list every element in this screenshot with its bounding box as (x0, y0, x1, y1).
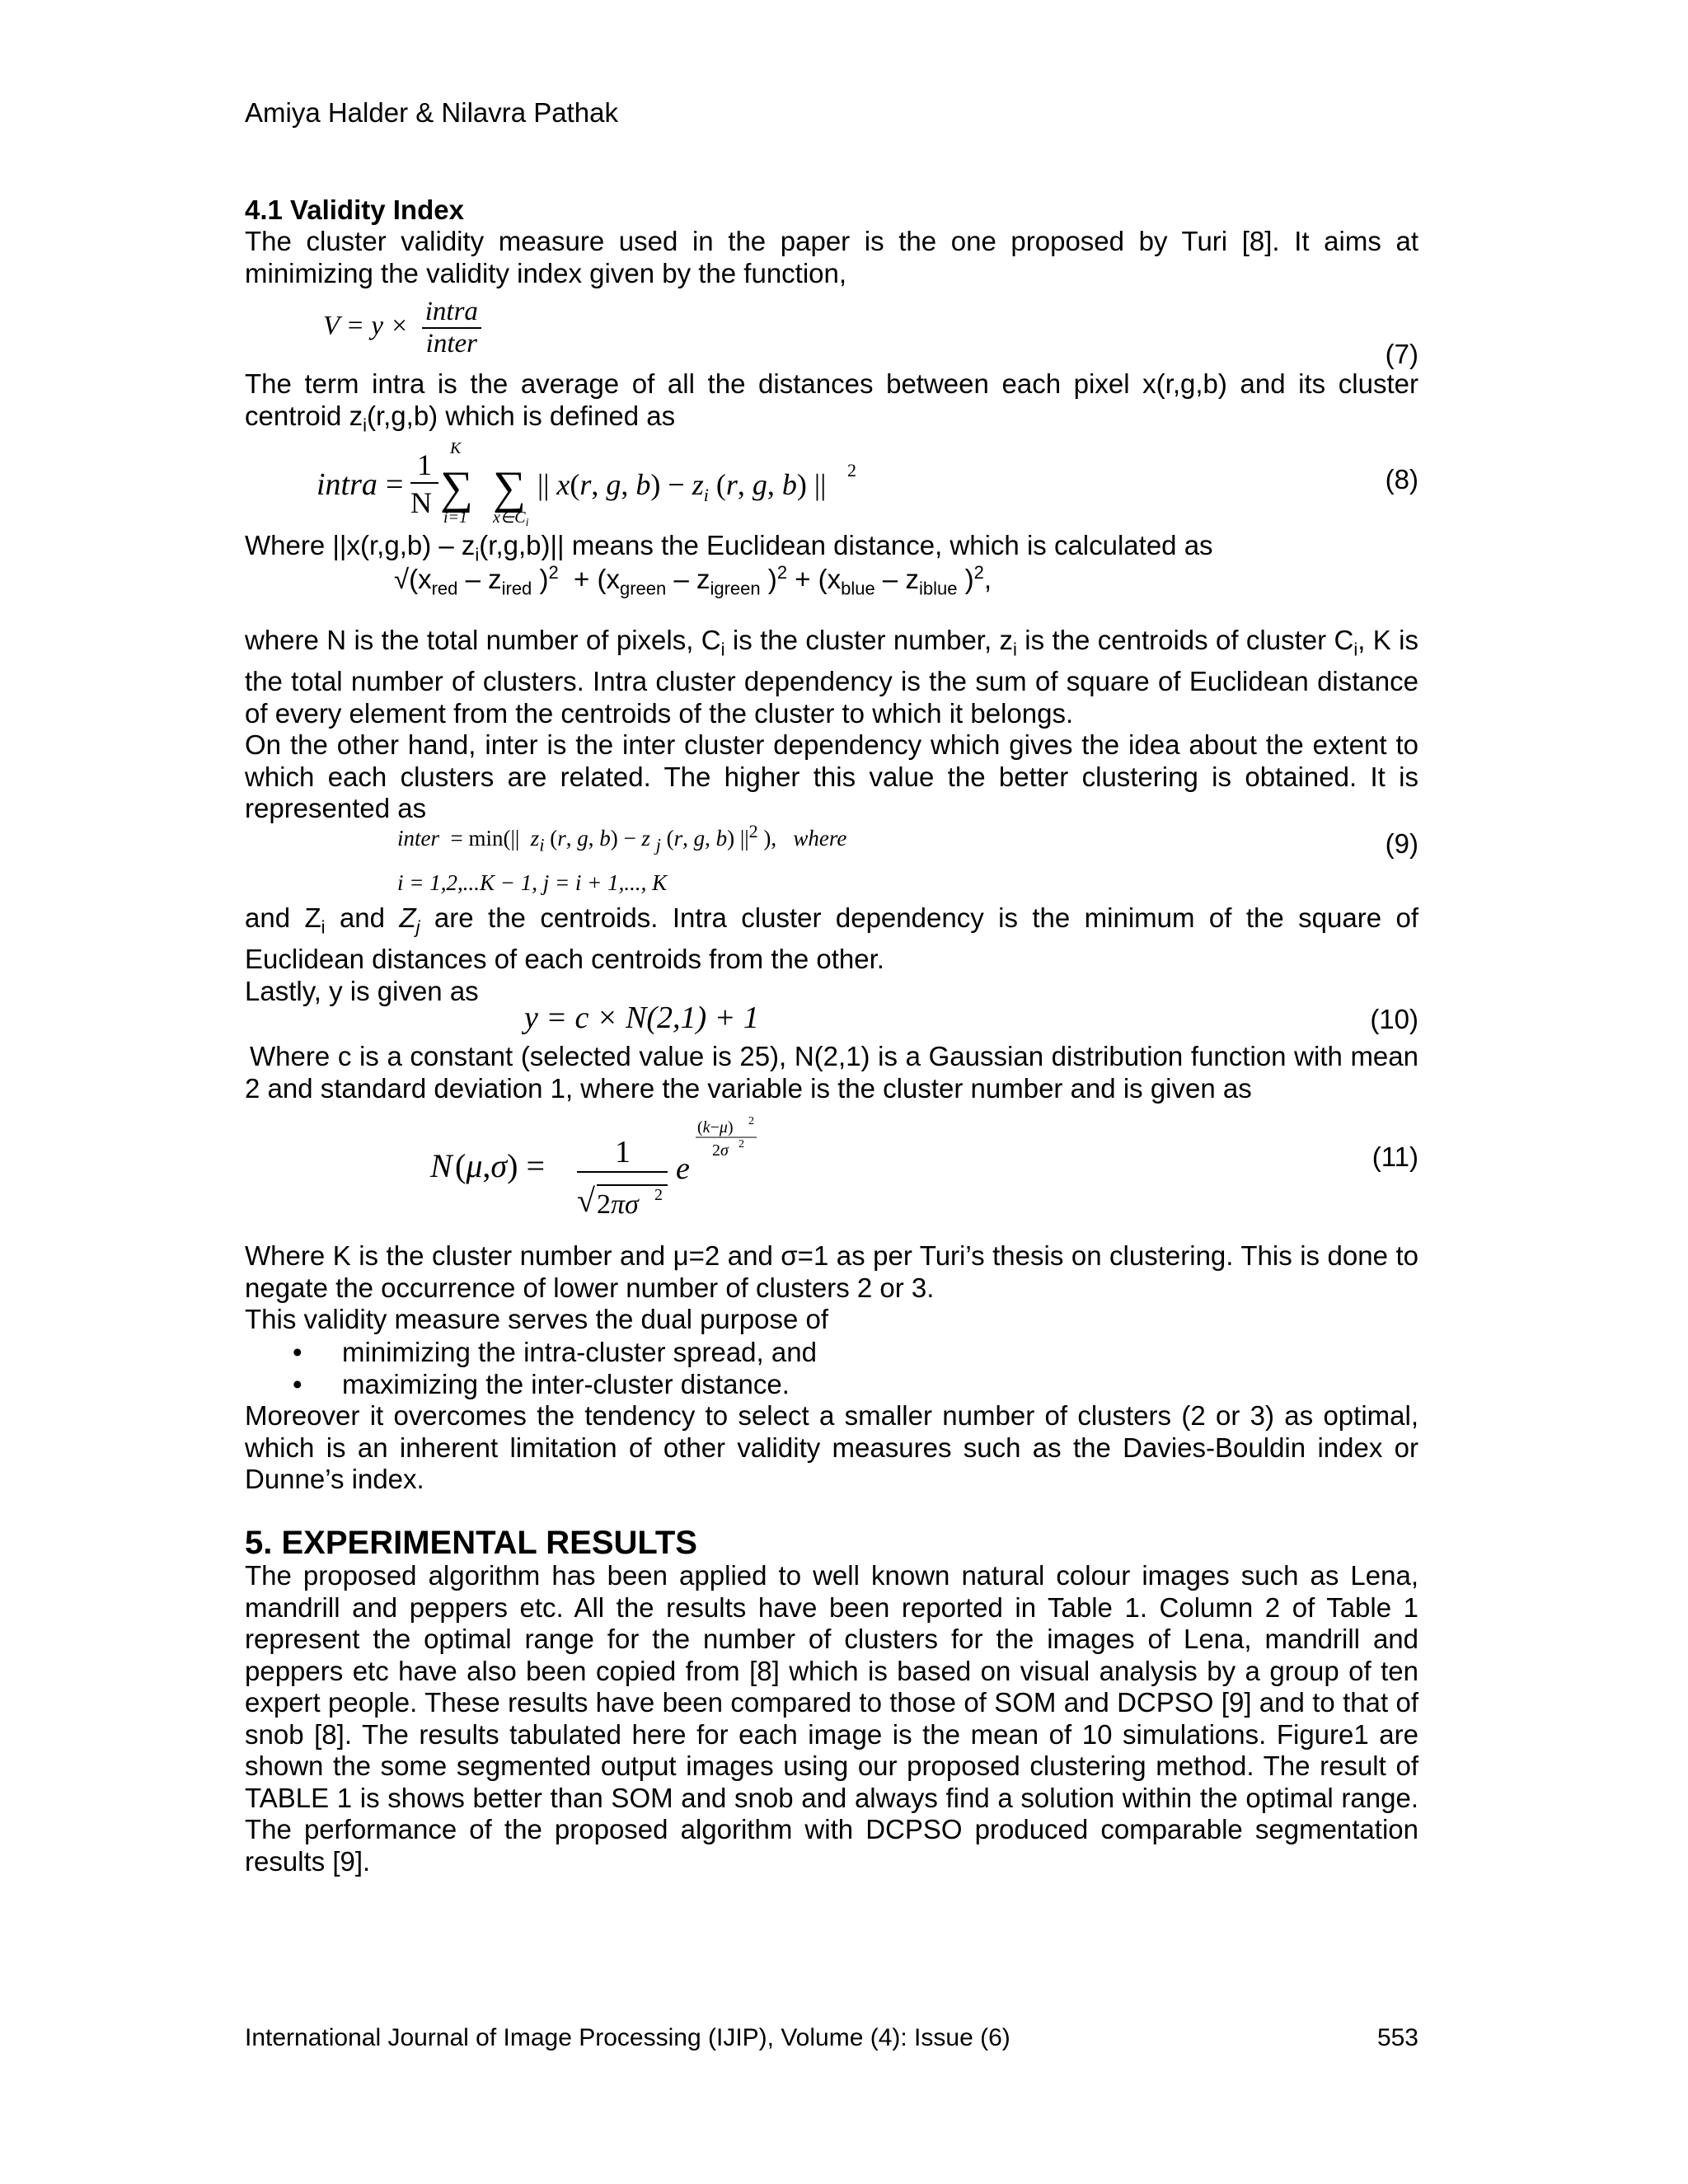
svg-text:∑: ∑ (493, 462, 526, 513)
paragraph: Where $||x(r,g,b) - z_i(r,g,b)||$ means the Euclidean distance, which is calculated as (245, 530, 1213, 565)
svg-text:√: √ (577, 1182, 595, 1219)
section-4-1-para-2 (245, 368, 1418, 442)
list-item (245, 1368, 817, 1400)
equation-9-number: (9) (1385, 828, 1418, 859)
list-item-text: maximizing the inter-cluster distance. (342, 1369, 790, 1399)
equation-8-number: (8) (1385, 464, 1418, 494)
running-header: Amiya Halder & Nilavra Pathak (245, 97, 619, 128)
page-number: 553 (1376, 2024, 1418, 2051)
footer-journal: International Journal of Image Processing (IJIP), Volume (4): Issue (6) (245, 2024, 1010, 2051)
equation-11-svg (429, 1111, 808, 1226)
equation-8-svg (313, 435, 890, 526)
svg-text:2: 2 (654, 1186, 663, 1204)
svg-text:2: 2 (748, 1115, 754, 1127)
svg-text:i=1: i=1 (443, 509, 468, 526)
equation-7-denominator: inter (425, 329, 477, 359)
svg-text:e: e (676, 1151, 690, 1186)
list-item (245, 1336, 817, 1368)
svg-text:2: 2 (847, 460, 856, 480)
equation-11 (429, 1111, 808, 1226)
svg-text:K: K (450, 439, 462, 457)
paragraph: On the other hand, inter is the inter cluster dependency which gives the idea about the extent to which each clusters are related. The higher this value the better clustering is obtained. It is represented as (245, 729, 1418, 824)
svg-text:2: 2 (738, 1138, 744, 1151)
paragraph: The proposed algorithm has been applied to well known natural colour images such as Lena, mandrill and peppers etc. All the results have been reported in Table 1. Column 2 of Table 1 represent the optimal range for the number of clusters for the images of Lena, mandrill and peppers etc have also been copied from [8] which is based on visual analysis by a group of ten expert people. These results have been compared to those of SOM and DCPSO [9] and to that of snob [8]. The results tabulated here for each image is the mean of 10 simulations. Figure1 are shown the some segmented output images using our proposed clustering method. The result of TABLE 1 is shows better than SOM and snob and always find a solution within the optimal range. The performance of the proposed algorithm with DCPSO produced comparable segmentation results [9]. (245, 1560, 1418, 1877)
euclidean-formula: $√(x_{red} - z_{ired}$ )$^2 + (x_{green} - z_{igreen}$ )$^2 + (x_{blue} - z_{iblue}$ )$^2$, (394, 562, 992, 599)
paragraph: where N is the total number of pixels, $C_i$ is the cluster number, $z_i$ is the centroids of cluster $C_i$, K is the total number of clusters. Intra cluster dependency is the sum of square of Euclidean distance of every element from the centroids of the cluster to which it belongs. (245, 625, 1418, 729)
equation-7-lhs: V = y × (323, 311, 409, 341)
equation-8 (313, 435, 890, 526)
equation-7-number: (7) (1385, 339, 1418, 369)
svg-text:1: 1 (615, 1135, 631, 1169)
equation-10: y = c × N(2,1) + 1 (524, 1001, 759, 1035)
equation-11-number: (11) (1372, 1141, 1418, 1172)
equation-7-fraction (422, 297, 481, 359)
svg-text:(μ,σ) =: (μ,σ) = (455, 1147, 546, 1184)
paragraph: This validity measure serves the dual purpose of (245, 1304, 829, 1334)
paragraph: Moreover it overcomes the tendency to select a smaller number of clusters (2 or 3) as optimal, which is an inherent limitation of other validity measures such as the Davies-Bouldin index or Dunne’s index. (245, 1400, 1418, 1494)
bullet-icon: • (293, 1369, 302, 1399)
paragraph: The cluster validity measure used in the paper is the one proposed by Turi [8]. It aims at minimizing the validity index given by the function, (245, 226, 1418, 288)
section-5-title: 5. EXPERIMENTAL RESULTS (245, 1525, 697, 1561)
svg-text:=: = (386, 467, 404, 502)
equation-9-line-2: i = 1,2,...K − 1, j = i + 1,..., K (397, 870, 668, 895)
list-item-text: minimizing the intra-cluster spread, and (342, 1337, 817, 1367)
svg-text:intra: intra (316, 467, 377, 502)
svg-text:1: 1 (417, 448, 432, 481)
section-4-1-para-4 (245, 625, 1418, 825)
paragraph: Where c is a constant (selected value is 25), N(2,1) is a Gaussian distribution function with mean 2 and standard deviation 1, where the variable is the cluster number and is given as (245, 1041, 1418, 1104)
section-5-para-1 (245, 1560, 1418, 1877)
section-4-1-para-1 (245, 226, 1418, 289)
svg-text:|| x(r, g, b) − zi (r, g, b) |: || x(r, g, $b) - z_i$ (r, g, b) || (537, 468, 827, 505)
section-4-1-para-6 (245, 902, 1418, 1007)
equation-9-line-1: inter = min(|| $z_i$ (r, g, b) − z $_j$ (r, g, b) $||^2$ ), where (397, 821, 847, 855)
svg-text:N: N (430, 1147, 452, 1184)
bullet-list (245, 1336, 817, 1400)
equation-7 (323, 297, 481, 359)
svg-text:∑: ∑ (440, 462, 473, 513)
svg-text:x∈Ci: $x\in C_i$ (493, 509, 529, 526)
section-4-1-para-9 (245, 1240, 1418, 1336)
paragraph: and $Z_i$ and $Z_j$ are the centroids. Intra cluster dependency is the minimum of the square of Euclidean distances of each centroids from the other. (245, 902, 1418, 975)
svg-text:(k−μ): (k−μ) (697, 1118, 734, 1137)
paragraph: The term intra is the average of all the distances between each pixel x(r,g,b) and its cluster centroid $z_i(r,g,b)$ which is defined as (245, 368, 1418, 436)
paragraph: Lastly, y is given as (245, 975, 479, 1006)
equation-10-number: (10) (1370, 1004, 1418, 1034)
section-4-1-para-11 (245, 1400, 1418, 1496)
section-4-1-title: 4.1 Validity Index (245, 194, 464, 225)
section-4-1-para-8 (245, 1041, 1418, 1104)
svg-text:2πσ: 2πσ (597, 1189, 639, 1220)
paragraph: Where K is the cluster number and μ=2 and σ=1 as per Turi’s thesis on clustering. This is done to negate the occurrence of lower number of clusters 2 or 3. (245, 1240, 1418, 1303)
bullet-icon: • (293, 1337, 302, 1367)
equation-7-numerator: intra (422, 297, 481, 329)
svg-text:2σ: 2σ (712, 1141, 729, 1160)
svg-text:N: N (410, 486, 432, 519)
